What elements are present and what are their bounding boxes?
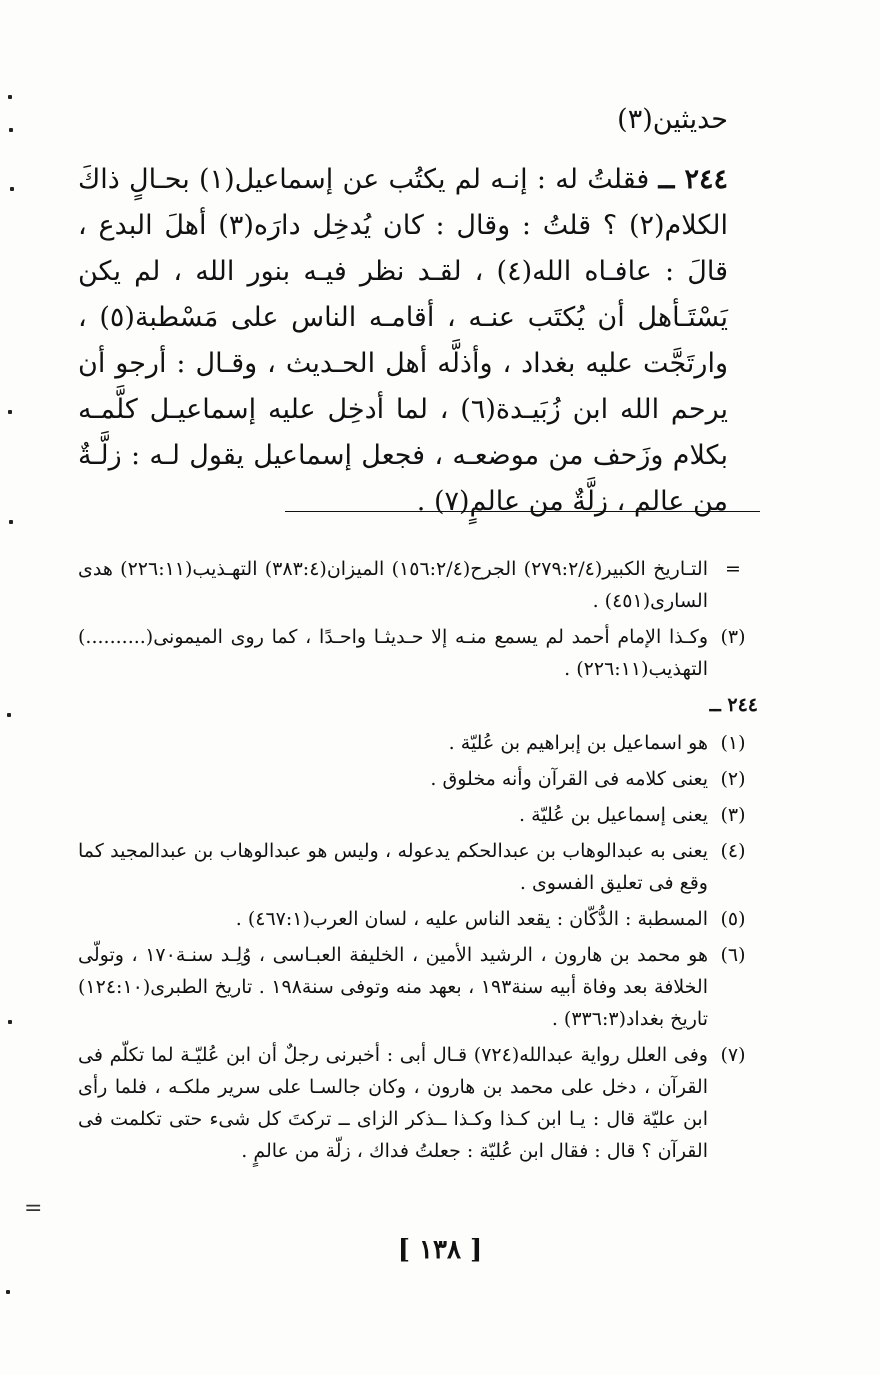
edge-mark: =: [24, 1196, 43, 1221]
footnote-text: وفى العلل رواية عبدالله(٧٢٤) قـال أبى : أخبرنى رجلٌ أن ابن عُليّـة لما تكلّم فى القرآن ، دخل على محمد بن هارون ، وكان جالسـا على سرير ملكـه ، فلما رأى ابن عليّة قال : يـا ابن كـذا وكـذا ــذكر الزاى ــ تركتَ كل شىء حتى تكلمت فى القرآن ؟ قال : فقال ابن عُليّة : جعلتُ فداك ، زلّة من عالمٍ .: [78, 1044, 708, 1162]
entry-paragraph: [78, 157, 728, 525]
footnote-text: يعنى إسماعيل بن عُليّة .: [519, 804, 708, 826]
footnote-item: [78, 621, 758, 685]
footnote-marker: (٣): [720, 804, 746, 826]
footnote-marker: (٥): [720, 908, 746, 930]
footnote-item: [78, 799, 758, 831]
footnote-text: هو اسماعيل بن إبراهيم بن عُليّة .: [448, 732, 708, 754]
footnote-text: هو محمد بن هارون ، الرشيد الأمين ، الخليفة العبـاسى ، وُلِـد سنـة١٧٠ ، وتولّى الخلافة بعد وفاة أبيه سنة١٩٣ ، بعهد منه وتوفى سنة١٩٨ . تاريخ الطبرى(١٢٤:١٠) تاريخ بغداد(٣٣٦:٣) .: [78, 944, 708, 1030]
page-number: [ ١٣٨ ]: [397, 1235, 483, 1265]
scan-speck: [8, 95, 12, 99]
footnote-marker: =: [725, 558, 741, 580]
footnote-marker: (٣): [720, 626, 746, 648]
footnote-marker: (٤): [720, 840, 746, 862]
footnote-item: [78, 903, 758, 935]
footnote-item: [78, 835, 758, 899]
footnote-item: [78, 553, 758, 617]
entry-number: ٢٤٤ ــ: [658, 164, 728, 195]
scan-speck: [9, 128, 13, 132]
footnotes-section: [78, 553, 758, 1171]
scan-speck: [10, 187, 14, 191]
footnote-marker: (٦): [720, 944, 746, 966]
scan-speck: [9, 520, 13, 524]
footnote-text: يعنى كلامه فى القرآن وأنه مخلوق .: [430, 768, 708, 790]
footnotes-heading: ٢٤٤ ــ: [709, 694, 758, 716]
scan-speck: [8, 410, 12, 414]
footnote-marker: (٢): [720, 768, 746, 790]
continuation-line: حديثين(٣): [617, 104, 728, 135]
footnote-item: [78, 727, 758, 759]
footnote-item: [78, 763, 758, 795]
footnote-item: [78, 1039, 758, 1167]
scan-speck: [7, 713, 11, 717]
footnote-marker: (٧): [720, 1044, 746, 1066]
scan-speck: [6, 1290, 10, 1294]
footnote-divider: [285, 511, 760, 512]
footnote-text: وكـذا الإمام أحمد لم يسمع منـه إلا حـديثـا واحـدًا ، كما روى الميمونى(..........) التهذيب(٢٢٦:١١) .: [78, 626, 708, 680]
scan-speck: [8, 1020, 12, 1024]
footnote-text: يعنى به عبدالوهاب بن عبدالحكم يدعوله ، وليس هو عبدالوهاب بن عبدالمجيد كما وقع فى تعليق الفسوى .: [78, 840, 708, 894]
footnote-text: المسطبة : الدُّكّان : يقعد الناس عليه ، لسان العرب(٤٦٧:١) .: [235, 908, 708, 930]
entry-text: فقلتُ له : إنـه لم يكتُب عن إسماعيل(١) بحـالٍ ذاكَ الكلام(٢) ؟ قلتُ : وقال : كان يُدخِل دارَه(٣) أهلَ البدع ، قالَ : عافـاه الله(٤) ، لقـد نظر فيـه بنور الله ، لم يكن يَسْتَـأهل أن يُكتَب عنـه ، أقامـه الناس على مَسْطبة(٥) ، وارتَجَّت عليه بغداد ، وأذلَّه أهل الحـديث ، وقـال : أرجو أن يرحم الله ابن زُبَيـدة(٦) ، لما أدخِل عليه إسماعيـل كلَّمـه بكلام وزَحف من موضعـه ، فجعل إسماعيل يقول لـه : زلَّـةٌ من عالم ، زلَّةٌ من عالمٍ(٧) .: [78, 164, 729, 517]
footnote-text: التـاريخ الكبير(٢٧٩:٢/٤) الجرح(١٥٦:٢/٤) الميزان(٣٨٣:٤) التهـذيب(٢٢٦:١١) هدى السارى(٤٥١) .: [78, 558, 708, 612]
footnote-marker: (١): [720, 732, 746, 754]
footnote-item: [78, 939, 758, 1035]
